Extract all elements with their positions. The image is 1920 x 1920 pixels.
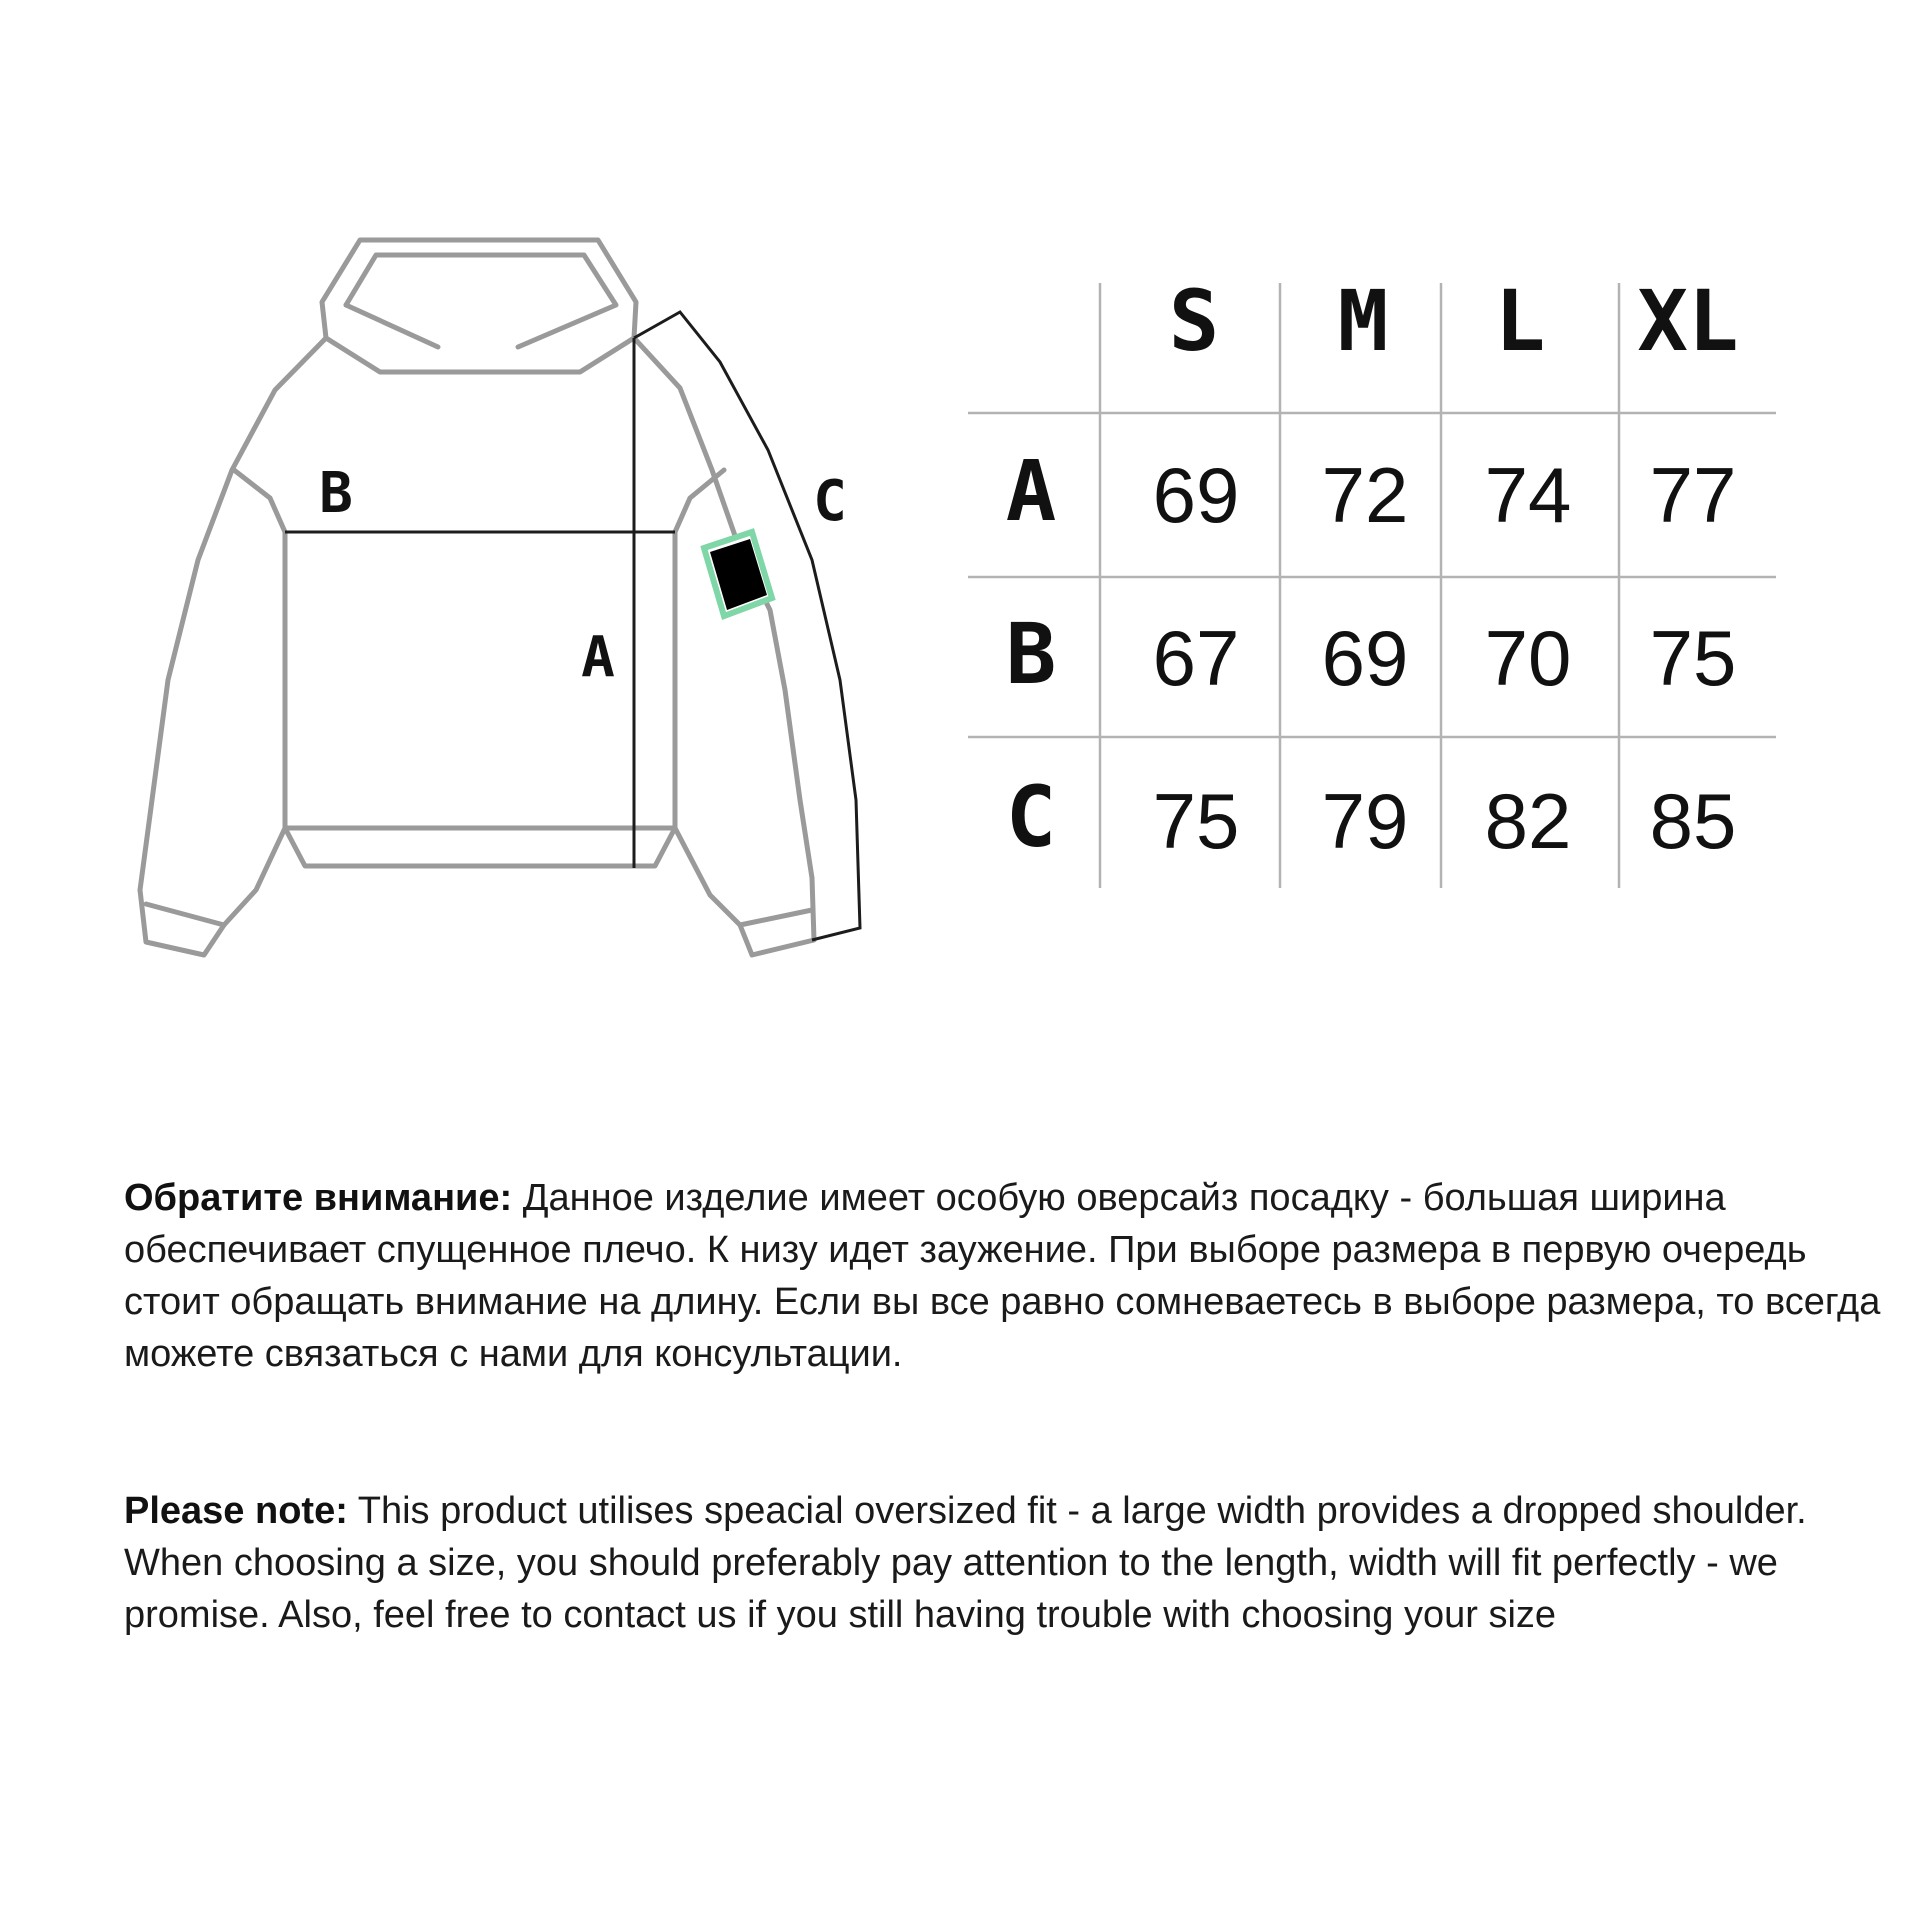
arm-patch [704,532,772,616]
body-left-outline [140,338,326,890]
note-english [124,1485,1884,1641]
cell-a-xl: 77 [1649,451,1737,539]
diagram-label-b: B [319,461,353,526]
right-sleeve-inner [675,828,740,925]
row-label-c: C [1005,768,1057,866]
size-header-s: S [1168,272,1220,370]
row-label-a: A [1005,442,1057,540]
note-english-heading: Please note: [124,1490,348,1532]
hoodie-outline [140,240,814,955]
note-russian-text: Данное изделие имеет особую оверсайз посадку - большая ширина обеспечивает спущенное плечо. К низу идет заужение. При выборе размера в первую очередь стоит обращать внимание на длину. Если вы все равно сомневаетесь в выборе размера, то всегда можете связаться с нами для консультации. [124,1177,1881,1375]
size-header-m: M [1337,272,1389,370]
note-russian-heading: Обратите внимание: [124,1177,513,1219]
torso-panel [285,532,675,828]
hood-inner-opening [346,255,616,347]
cell-c-s: 75 [1152,777,1240,865]
waistband [285,828,675,866]
cell-c-l: 82 [1484,777,1572,865]
cell-a-m: 72 [1321,451,1409,539]
shoulder-seam-left [234,470,285,532]
neckline [326,338,634,372]
note-russian [124,1172,1884,1380]
cell-b-l: 70 [1484,614,1572,702]
right-cuff [740,878,814,955]
cell-b-s: 67 [1152,614,1240,702]
cell-b-m: 69 [1321,614,1409,702]
cell-a-l: 74 [1484,451,1572,539]
cell-c-xl: 85 [1649,777,1737,865]
diagram-label-c: C [813,469,847,534]
row-label-b: B [1005,605,1057,703]
cell-b-xl: 75 [1649,614,1737,702]
cell-c-m: 79 [1321,777,1409,865]
note-english-text: This product utilises speacial oversized fit - a large width provides a dropped shoulder. When choosing a size, you should preferably pay attention to the length, width will fit perfectly - we promise. Also, feel free to contact us if you still having trouble with choosing your size [124,1490,1807,1636]
size-header-l: L [1494,272,1546,370]
left-cuff [140,890,224,955]
size-table [968,272,1776,888]
size-header-xl: XL [1637,272,1739,370]
left-sleeve-inner [224,828,285,925]
cell-a-s: 69 [1152,451,1240,539]
diagram-label-a: A [581,625,615,690]
hood-inner-left [346,305,438,347]
